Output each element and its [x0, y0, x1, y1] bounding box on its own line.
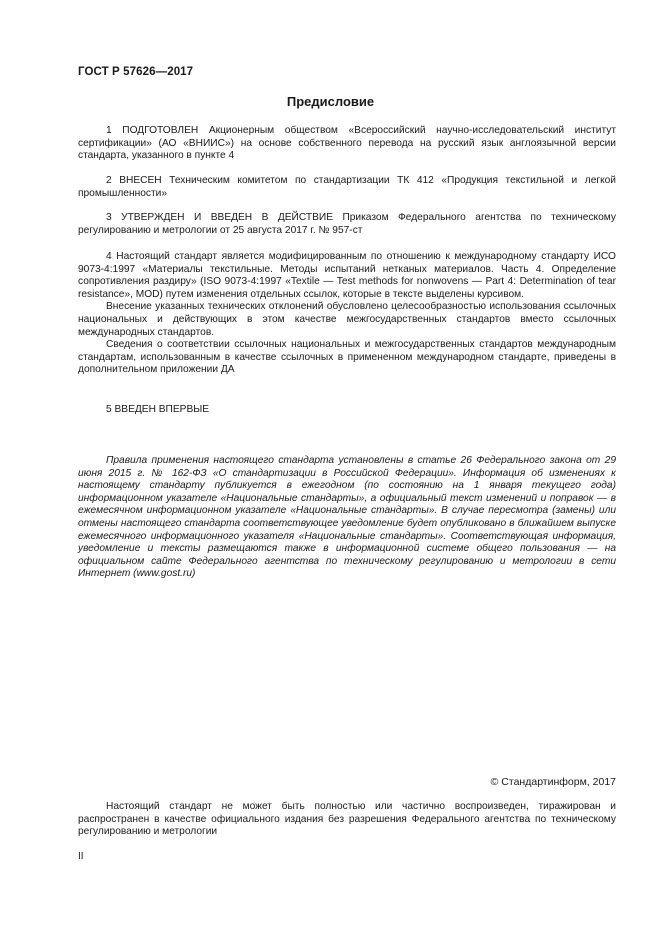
- document-id: ГОСТ Р 57626—2017: [78, 66, 194, 78]
- section-4: [78, 251, 616, 377]
- section-2: [78, 175, 616, 200]
- reproduction-notice: [78, 801, 616, 839]
- section-5-text: 5 ВВЕДЕН ВПЕРВЫЕ: [106, 404, 210, 415]
- section-2-text: 2 ВНЕСЕН Техническим комитетом по стандартизации ТК 412 «Продукция текстильной и легкой промышленности»: [78, 175, 616, 199]
- section-3: [78, 212, 616, 237]
- section-1-text: 1 ПОДГОТОВЛЕН Акционерным обществом «Всероссийский научно-исследовательский институт сертификации» (АО «ВНИИС») на основе собственного перевода на русский язык англоязычной версии стандарта, указанного в пункте 4: [78, 125, 616, 162]
- section-4-paragraph-1: 4 Настоящий стандарт является модифицированным по отношению к международному стандарту ИСО 9073-4:1997 «Материалы текстильные. Методы испытаний нетканых материалов. Часть 4. Определение сопротивления раздиру» (ISO 9073-4:1997 «Textile — Test methods for nonwovens — Part 4: Determination of tear resistance», MOD) путем изменения отдельных ссылок, которые в тексте выделены курсивом.: [78, 251, 616, 300]
- copyright: © Стандартинформ, 2017: [490, 776, 616, 788]
- section-3-text: 3 УТВЕРЖДЕН И ВВЕДЕН В ДЕЙСТВИЕ Приказом Федерального агентства по техническому регулированию и метрологии от 25 августа 2017 г. № 957-ст: [78, 212, 616, 236]
- page-number: II: [78, 851, 84, 862]
- usage-rules-note: [78, 455, 616, 581]
- reproduction-notice-text: Настоящий стандарт не может быть полностью или частично воспроизведен, тиражирован и распространен в качестве официального издания без разрешения Федерального агентства по техническому регулированию и метрологии: [78, 801, 616, 838]
- usage-rules-text: Правила применения настоящего стандарта установлены в статье 26 Федерального закона от 29 июня 2015 г. № 162-ФЗ «О стандартизации в Российской Федерации». Информация об изменениях к настоящему стандарту публикуется в ежегодном (по состоянию на 1 января текущего года) информационном указателе «Национальные стандарты», а официальный текст изменений и поправок — в ежемесячном информационном указателе «Национальные стандарты». В случае пересмотра (замены) или отмены настоящего стандарта соответствующее уведомление будет опубликовано в ближайшем выпуске ежемесячного информационного указателя «Национальные стандарты». Соответствующая информация, уведомление и тексты размещаются также в информационной системе общего пользования — на официальном сайте Федерального агентства по техническому регулированию и метрологии в сети Интернет (www.gost.ru): [78, 455, 616, 580]
- section-4-paragraph-3: Сведения о соответствии ссылочных национальных и межгосударственных стандартов международным стандартам, использованным в качестве ссылочных в примененном международном стандарте, приведены в дополнительном приложении ДА: [78, 339, 616, 376]
- section-1: [78, 125, 616, 163]
- page-title: Предисловие: [286, 94, 375, 109]
- section-5: [78, 404, 616, 417]
- section-4-paragraph-2: Внесение указанных технических отклонений обусловлено целесообразностью использования ссылочных национальных и действующих в этом качестве межгосударственных стандартов вместо ссылочных международных стандартов.: [78, 301, 616, 338]
